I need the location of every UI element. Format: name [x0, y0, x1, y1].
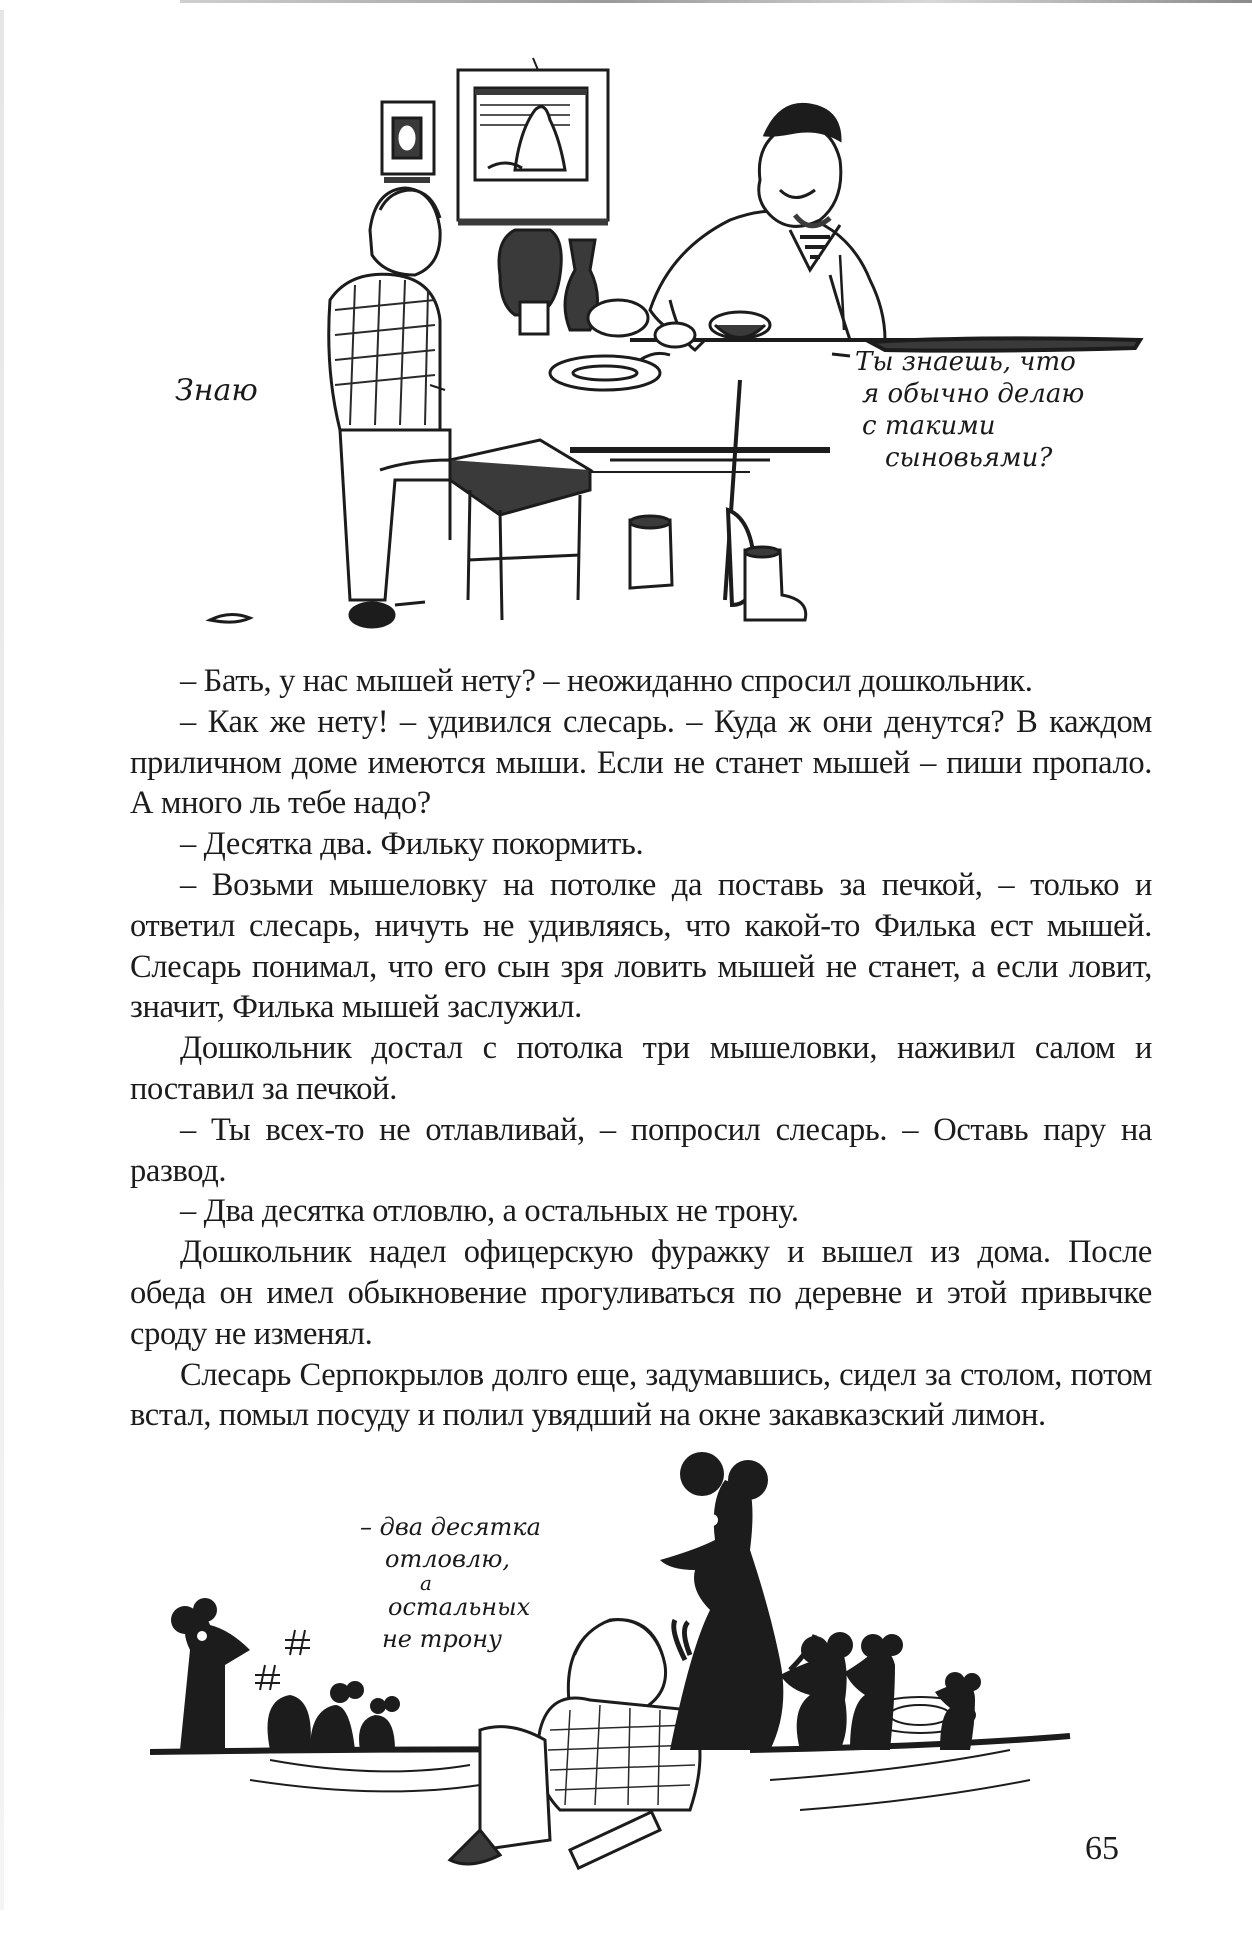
- boy-figure: [329, 188, 450, 627]
- rat-silhouette-large: [660, 1452, 815, 1750]
- paragraph: – Бать, у нас мышей нету? – неожиданно спросил дошкольник.: [180, 663, 1033, 699]
- caption-line-2: отловлю,: [385, 1545, 510, 1573]
- mouse-silhouettes-right: [780, 1632, 981, 1750]
- caption-father-line-2: я обычно делаю: [862, 379, 1085, 409]
- caption-father-line-4: сыновьями?: [885, 443, 1053, 473]
- small-wall-picture: [382, 102, 434, 180]
- illustration-kitchen-scene: [150, 40, 1150, 640]
- paragraph: – Возьми мышеловку на потолке да поставь за печкой, – только и ответил слесарь, ничуть не удивляясь, что какой-то Филька ест мышей. Слесарь понимал, что его сын зря ловить мышей не станет, а если ловит, значит, Филька мышей заслужил.: [130, 866, 1152, 1026]
- tally-marks: [255, 1630, 310, 1690]
- scan-edge-left: [0, 10, 4, 1910]
- paragraph: – Как же нету! – удивился слесарь. – Куда ж они денутся? В каждом приличном доме имеются мыши. Если не станет мышей – пиши пропало. А много ль тебе надо?: [130, 703, 1152, 822]
- page-number: 65: [1085, 1830, 1119, 1867]
- paragraph: Слесарь Серпокрылов долго еще, задумавшись, сидел за столом, потом встал, помыл посуду и полил увядший на окне закавказский лимон.: [130, 1356, 1152, 1434]
- mouse-silhouette-left-large: [171, 1598, 250, 1750]
- boy-with-mousetrap: [450, 1620, 700, 1869]
- speech-pointer-father: [832, 354, 850, 356]
- caption-boy-handwritten: Знаю: [175, 373, 258, 408]
- caption-line-5: не трону: [382, 1625, 502, 1653]
- paragraph: – Десятка два. Фильку покормить.: [180, 826, 644, 863]
- caption-father-line-1: Ты знаешь, что: [855, 347, 1076, 377]
- large-wall-picture: [458, 58, 608, 222]
- stool: [450, 440, 590, 620]
- caption-line-4: остальных: [388, 1593, 531, 1621]
- paragraph: – Два десятка отловлю, а остальных не трону.: [180, 1193, 799, 1230]
- paragraph: – Ты всех-то не отлавливай, – попросил слесарь. – Оставь пару на развод.: [130, 1111, 1152, 1189]
- caption-father-line-3: с такими: [862, 411, 996, 441]
- paragraph: Дошкольник надел офицерскую фуражку и вышел из дома. После обеда он имел обыкновение прогуливаться по деревне и этой привычке сроду не изменял.: [130, 1234, 1152, 1352]
- scan-edge-top: [180, 0, 1252, 3]
- illustration-mice-scene: [150, 1450, 1150, 1938]
- boots: [630, 516, 806, 620]
- father-figure: [650, 104, 885, 350]
- caption-line-3: а: [420, 1571, 432, 1595]
- paragraph: Дошкольник достал с потолка три мышеловки, наживил салом и поставил за печкой.: [130, 1030, 1152, 1107]
- body-text: [130, 661, 1152, 1436]
- caption-line-1: – два десятка: [360, 1513, 541, 1541]
- mouse-silhouettes-left-small: [268, 1681, 401, 1750]
